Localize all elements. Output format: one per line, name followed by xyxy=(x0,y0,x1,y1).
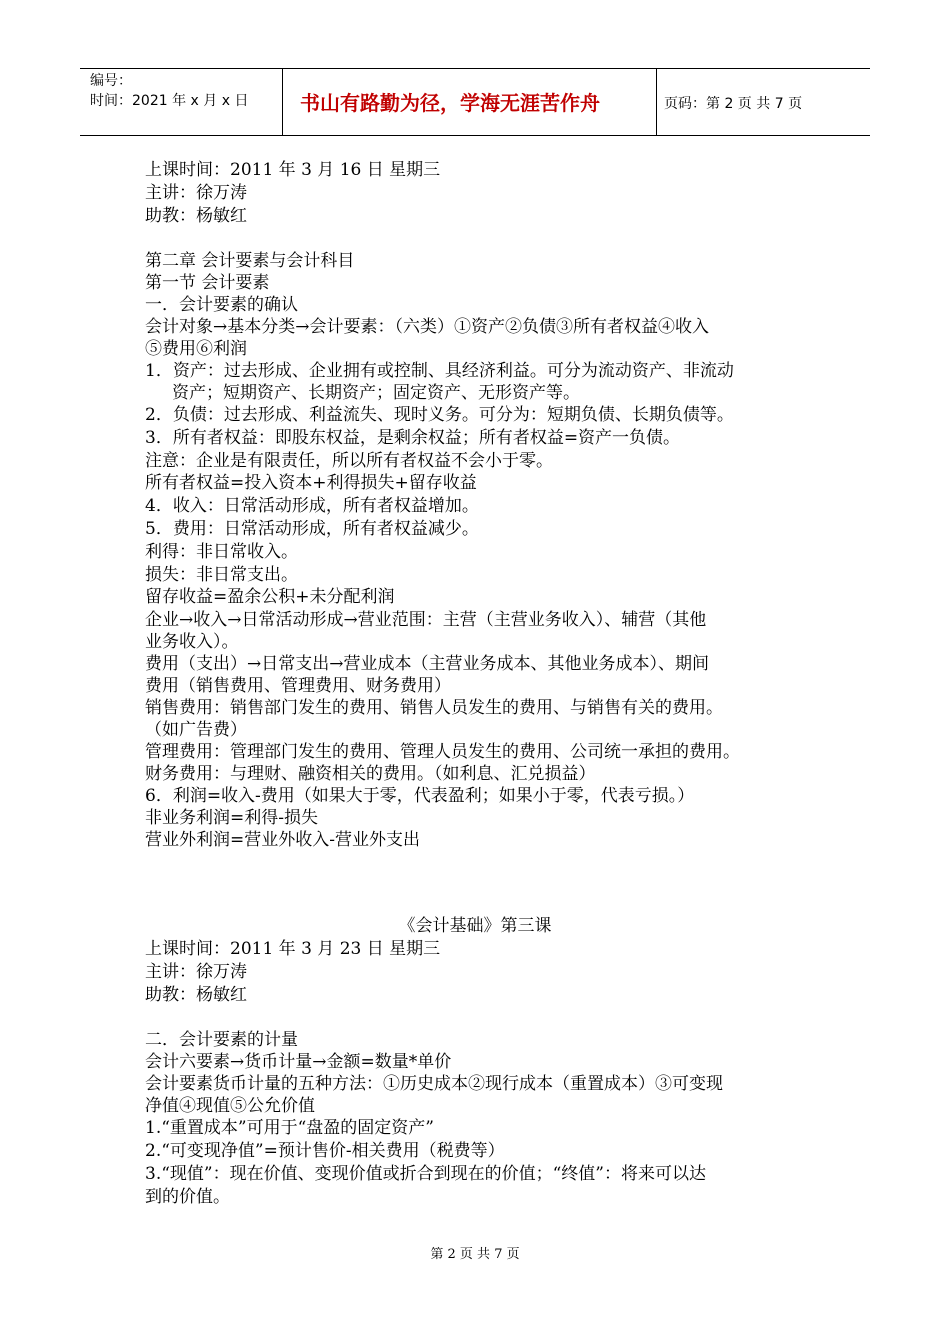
text-line: 资产；短期资产、长期资产；固定资产、无形资产等。 xyxy=(172,383,580,403)
text-line: 会计六要素→货币计量→金额=数量*单价 xyxy=(145,1052,452,1072)
header-motto: 书山有路勤为径，学海无涯苦作舟 xyxy=(300,91,600,115)
text-line: 3.“现值”：现在价值、变现价值或折合到现在的价值；“终值”：将来可以达 xyxy=(145,1164,706,1184)
text-line: 2.“可变现净值”=预计售价-相关费用（税费等） xyxy=(145,1141,505,1161)
header-time-label: 时间：2021 年 x 月 x 日 xyxy=(90,93,249,109)
text-line: 销售费用：销售部门发生的费用、销售人员发生的费用、与销售有关的费用。 xyxy=(145,698,723,718)
text-line: 6．利润=收入-费用（如果大于零，代表盈利；如果小于零，代表亏损。） xyxy=(145,786,695,806)
text-line: 利得：非日常收入。 xyxy=(145,542,298,562)
text-line: 1．资产：过去形成、企业拥有或控制、具经济利益。可分为流动资产、非流动 xyxy=(145,361,734,381)
header-top-rule xyxy=(80,68,870,69)
header-divider-right xyxy=(656,68,657,136)
subsection-title: 一．会计要素的确认 xyxy=(145,295,298,315)
text-line: 企业→收入→日常活动形成→营业范围：主营（主营业务收入）、辅营（其他 xyxy=(145,610,707,630)
text-line: 到的价值。 xyxy=(145,1187,230,1207)
assistant: 助教：杨敏红 xyxy=(145,206,247,226)
class-time: 上课时间：2011 年 3 月 16 日 星期三 xyxy=(145,160,441,180)
text-line: 费用（支出）→日常支出→营业成本（主营业务成本、其他业务成本）、期间 xyxy=(145,654,709,674)
header-page-info: 页码：第 2 页 共 7 页 xyxy=(664,96,803,112)
text-line: 留存收益=盈余公积+未分配利润 xyxy=(145,587,395,607)
subsection-title: 二．会计要素的计量 xyxy=(145,1030,298,1050)
text-line: 业务收入）。 xyxy=(145,632,239,652)
text-line: 营业外利润=营业外收入-营业外支出 xyxy=(145,830,420,850)
text-line: 费用（销售费用、管理费用、财务费用） xyxy=(145,676,451,696)
lesson-title: 《会计基础》第三课 xyxy=(398,916,552,936)
text-line: 会计要素货币计量的五种方法：①历史成本②现行成本（重置成本）③可变现 xyxy=(145,1074,723,1094)
header-bottom-rule xyxy=(80,135,870,136)
page-footer: 第 2 页 共 7 页 xyxy=(430,1247,520,1262)
text-line: ⑤费用⑥利润 xyxy=(145,339,247,359)
chapter-title: 第二章 会计要素与会计科目 xyxy=(145,251,355,271)
text-line: 损失：非日常支出。 xyxy=(145,565,298,585)
text-line: 非业务利润=利得-损失 xyxy=(145,808,318,828)
text-line: 4．收入：日常活动形成，所有者权益增加。 xyxy=(145,496,479,516)
text-line: 会计对象→基本分类→会计要素：（六类）①资产②负债③所有者权益④收入 xyxy=(145,317,709,337)
text-line: 管理费用：管理部门发生的费用、管理人员发生的费用、公司统一承担的费用。 xyxy=(145,742,740,762)
lecturer: 主讲：徐万涛 xyxy=(145,183,247,203)
text-line: 财务费用：与理财、融资相关的费用。（如利息、汇兑损益） xyxy=(145,764,596,784)
text-line: 1.“重置成本”可用于“盘盈的固定资产” xyxy=(145,1118,434,1138)
text-line: 5．费用：日常活动形成，所有者权益减少。 xyxy=(145,519,479,539)
text-line: 2．负债：过去形成、利益流失、现时义务。可分为：短期负债、长期负债等。 xyxy=(145,405,734,425)
text-line: 净值④现值⑤公允价值 xyxy=(145,1096,315,1116)
text-line: 所有者权益=投入资本+利得损失+留存收益 xyxy=(145,473,477,493)
header-number-label: 编号： xyxy=(90,73,132,89)
lecturer: 主讲：徐万涛 xyxy=(145,962,247,982)
header-divider-left xyxy=(282,68,283,136)
assistant: 助教：杨敏红 xyxy=(145,985,247,1005)
text-line: （如广告费） xyxy=(145,720,247,740)
text-line: 3．所有者权益：即股东权益，是剩余权益；所有者权益=资产一负债。 xyxy=(145,428,681,448)
section-title: 第一节 会计要素 xyxy=(145,273,270,293)
class-time: 上课时间：2011 年 3 月 23 日 星期三 xyxy=(145,939,441,959)
text-line: 注意：企业是有限责任，所以所有者权益不会小于零。 xyxy=(145,451,553,471)
